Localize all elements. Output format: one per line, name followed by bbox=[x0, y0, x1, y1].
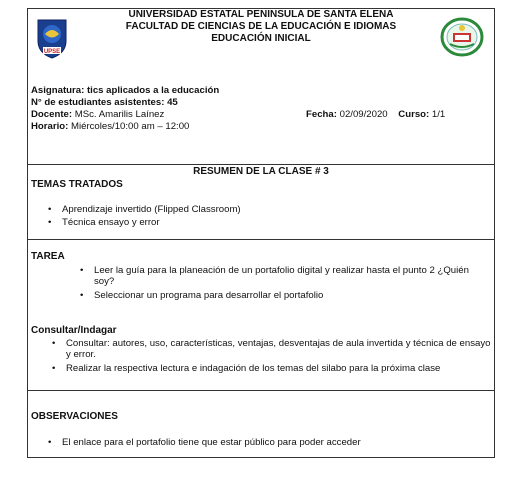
list-item: • Realizar la respectiva lectura e indagación de los temas del silabo para la próxima clase bbox=[52, 363, 441, 374]
resumen-title: RESUMEN DE LA CLASE # 3 bbox=[193, 166, 329, 177]
estudiantes-row bbox=[31, 97, 219, 109]
list-item: • Leer la guía para la planeación de un portafolio digital y realizar hasta el punto 2 ¿Quién soy? bbox=[80, 265, 469, 287]
class-summary-document bbox=[27, 8, 495, 458]
horario-row bbox=[31, 121, 219, 133]
consultar-title: Consultar/Indagar bbox=[31, 325, 117, 336]
estudiantes-label: N° de estudiantes asistentes: bbox=[31, 97, 165, 108]
program-name: EDUCACIÓN INICIAL bbox=[211, 33, 311, 44]
fecha-label: Fecha: bbox=[306, 109, 337, 120]
asignatura: Asignatura: tics aplicados a la educación bbox=[31, 85, 220, 96]
curso-label: Curso: bbox=[398, 109, 430, 120]
divider bbox=[28, 239, 494, 240]
bullet-icon: • bbox=[48, 217, 52, 228]
bullet-icon: • bbox=[80, 265, 84, 276]
curso-value: 1/1 bbox=[431, 109, 446, 120]
university-name: UNIVERSIDAD ESTATAL PENINSULA DE SANTA ELENA bbox=[128, 9, 394, 20]
faculty-name: FACULTAD DE CIENCIAS DE LA EDUCACIÓN E IDIOMAS bbox=[125, 21, 397, 32]
temas-title: TEMAS TRATADOS bbox=[31, 179, 123, 190]
docente-row bbox=[31, 109, 219, 121]
horario-label: Horario: bbox=[31, 121, 69, 132]
tarea-title: TAREA bbox=[31, 251, 65, 262]
divider bbox=[28, 390, 494, 391]
bullet-icon: • bbox=[80, 290, 84, 301]
bullet-icon: • bbox=[48, 204, 52, 215]
upse-logo-text: UPSE bbox=[43, 49, 61, 55]
fecha-value: 02/09/2020 bbox=[339, 109, 388, 120]
horario-value: Miércoles/10:00 am – 12:00 bbox=[70, 121, 190, 132]
divider bbox=[28, 164, 494, 165]
list-item: • Consultar: autores, uso, características, ventajas, desventajas de aula invertida y técnica de ensayo y error. bbox=[52, 338, 491, 360]
docente-value: MSc. Amarilis Laínez bbox=[74, 109, 165, 120]
bullet-icon: • bbox=[52, 338, 56, 349]
bullet-icon: • bbox=[48, 437, 52, 448]
bullet-icon: • bbox=[52, 363, 56, 374]
list-item: • Aprendizaje invertido (Flipped Classroom) bbox=[48, 204, 241, 215]
course-info bbox=[31, 85, 219, 133]
institution-header bbox=[28, 9, 494, 45]
list-item: • Seleccionar un programa para desarrollar el portafolio bbox=[80, 290, 324, 301]
fecha-curso-row bbox=[306, 109, 445, 120]
list-item: • Técnica ensayo y error bbox=[48, 217, 160, 228]
estudiantes-value: 45 bbox=[167, 97, 178, 108]
docente-label: Docente: bbox=[31, 109, 73, 120]
list-item: • El enlace para el portafolio tiene que estar público para poder acceder bbox=[48, 437, 361, 448]
observaciones-title: OBSERVACIONES bbox=[31, 411, 118, 422]
